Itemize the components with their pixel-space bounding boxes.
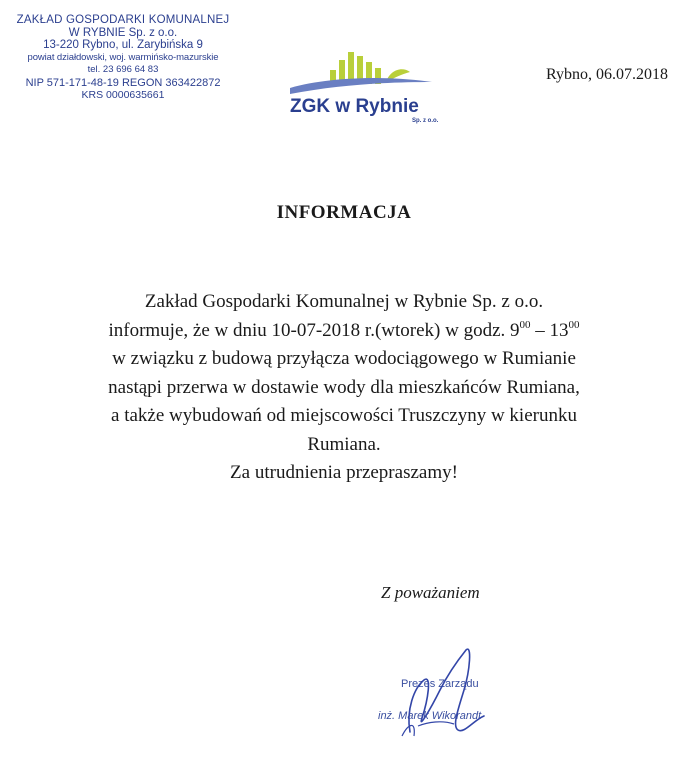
zgk-logo: [282, 52, 452, 124]
logo-suffix: Sp. z o.o.: [412, 118, 439, 124]
stamp-region: powiat działdowski, woj. warmińsko-mazurskie: [27, 51, 219, 63]
closing-phrase: Z poważaniem: [381, 583, 480, 602]
body-line: Zakład Gospodarki Komunalnej w Rybnie Sp. z o.o.: [144, 291, 544, 312]
stamp-address: 13-220 Rybno, ul. Zarybińska 9: [43, 39, 203, 51]
body-line: nastąpi przerwa w dostawie wody dla mieszkańców Rumiana,: [108, 376, 580, 398]
document-heading: INFORMACJA: [276, 202, 412, 223]
announcement-body: [0, 288, 688, 488]
handwritten-signature: [388, 640, 508, 750]
logo-text: ZGK w Rybnie: [290, 96, 419, 117]
logo-swoosh-icon: [290, 78, 432, 94]
stamp-krs: KRS 0000635661: [81, 89, 165, 101]
document-date: Rybno, 06.07.2018: [545, 66, 668, 83]
body-line: a także wybudowań od miejscowości Truszczyny w kierunku: [111, 405, 577, 426]
signature-title: Prezes Zarządu: [401, 678, 479, 690]
body-apology: Za utrudnienia przepraszamy!: [230, 462, 458, 483]
body-line: w związku z budową przyłącza wodociągowego w Rumianie: [112, 348, 576, 369]
signature-name: inż. Marek Wikorandt: [378, 710, 482, 722]
stamp-phone: tel. 23 696 64 83: [87, 64, 159, 75]
stamp-company-suffix: W RYBNIE Sp. z o.o.: [68, 26, 178, 39]
company-stamp: [12, 14, 234, 102]
body-line-hours: informuje, że w dniu 10-07-2018 r.(wtorek) w godz. $9^{00} - 13^{00}$: [108, 318, 580, 341]
stamp-nip-regon: NIP 571-171-48-19 REGON 363422872: [25, 76, 221, 89]
body-line: Rumiana.: [307, 433, 381, 455]
stamp-company-name: ZAKŁAD GOSPODARKI KOMUNALNEJ: [16, 14, 230, 26]
